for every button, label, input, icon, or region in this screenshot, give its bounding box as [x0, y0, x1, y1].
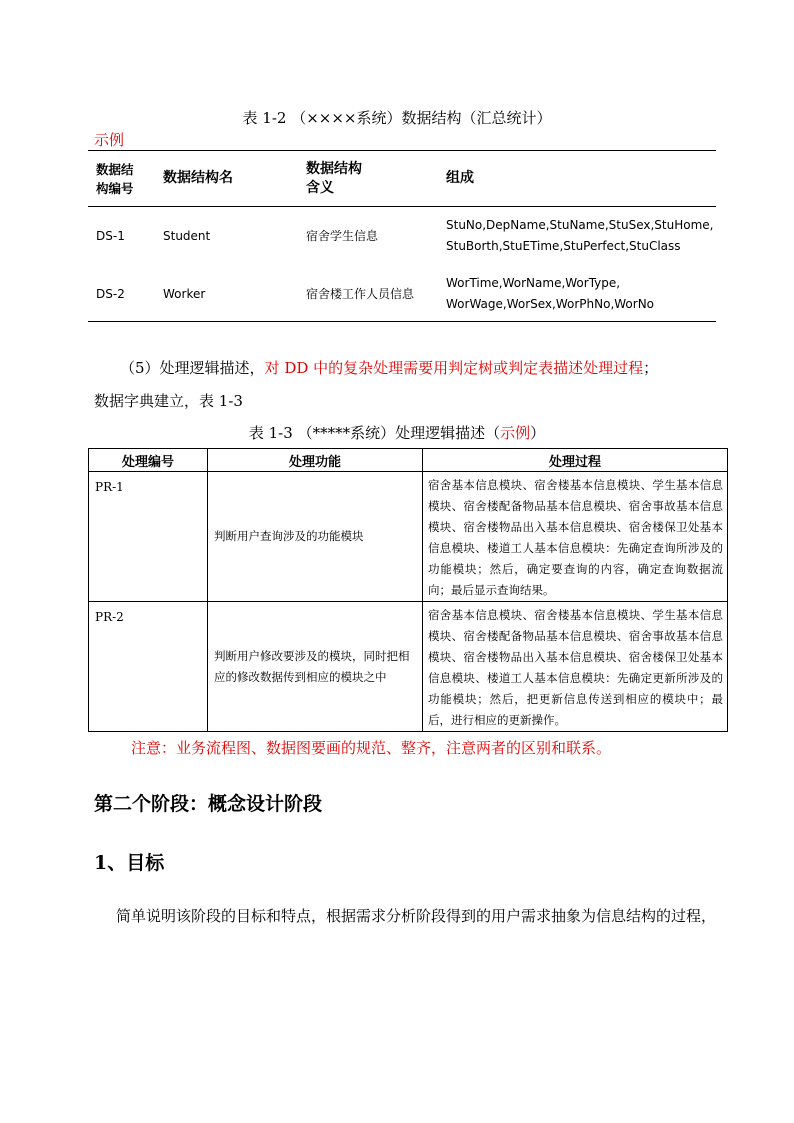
table-row-name: Student: [163, 229, 211, 243]
table-1-3-caption-suffix: ）: [530, 424, 546, 442]
table-1-2-header-rule: [88, 206, 716, 207]
paragraph-5-line2: 数据字典建立，表 1-3: [94, 392, 243, 410]
table-1-3-caption: [0, 422, 794, 443]
table-row-function: 判断用户修改要涉及的模块，同时把相应的修改数据传到相应的模块之中: [208, 602, 423, 732]
table-row-id: DS-2: [96, 287, 125, 301]
table-row: [89, 472, 728, 602]
table-row-composition: [446, 273, 654, 315]
paragraph-5-suffix: ；: [643, 359, 659, 377]
table-row-meaning: 宿舍楼工作人员信息: [306, 287, 415, 301]
composition-line1: StuNo,DepName,StuName,StuSex,StuHome,: [446, 218, 714, 232]
goal-heading: 1、目标: [94, 852, 165, 874]
table-1-3-header-process: 处理过程: [423, 449, 728, 472]
table-1-3-header-function: 处理功能: [208, 449, 423, 472]
paragraph-5: [120, 358, 658, 378]
table-row-id: PR-1: [89, 472, 208, 602]
table-1-2-caption: 表 1-2 （××××系统）数据结构（汇总统计）: [242, 109, 552, 127]
paragraph-5-prefix: （5）处理逻辑描述，: [120, 359, 265, 377]
table-row-id: PR-2: [89, 602, 208, 732]
composition-line1: WorTime,WorName,WorType,: [446, 276, 621, 290]
table-1-2-header-meaning: [306, 160, 362, 198]
stage-2-heading: 第二个阶段：概念设计阶段: [94, 793, 323, 815]
table-row-id: DS-1: [96, 229, 125, 243]
table-1-2-bottom-rule: [88, 321, 716, 322]
table-1-2-top-rule: [88, 150, 716, 151]
table-row-process: 宿舍基本信息模块、宿舍楼基本信息模块、学生基本信息模块、宿舍楼配备物品基本信息模块、宿舍事故基本信息模块、宿舍楼物品出入基本信息模块、宿舍楼保卫处基本信息模块、楼道工人基本信息模块：先确定更新所涉及的功能模块；然后，把更新信息传送到相应的模块中；最后，进行相应的更新操作。: [423, 602, 728, 732]
example-label: 示例: [94, 131, 125, 149]
paragraph-5-highlight: 对 DD 中的复杂处理需要用判定树或判定表描述处理过程: [264, 359, 644, 377]
table-1-2-header-name: 数据结构名: [163, 170, 233, 186]
header-id-line2: 构编号: [96, 181, 134, 196]
table-1-3: [88, 448, 728, 732]
header-meaning-line1: 数据结构: [306, 161, 362, 177]
table-row-name: Worker: [163, 287, 206, 301]
table-1-3-caption-example: 示例: [500, 424, 531, 442]
note-text: 注意：业务流程图、数据图要画的规范、整齐，注意两者的区别和联系。: [131, 739, 612, 757]
composition-line2: StuBorth,StuETime,StuPerfect,StuClass: [446, 239, 681, 253]
header-meaning-line2: 含义: [306, 180, 334, 196]
table-row: [89, 602, 728, 732]
table-1-3-caption-prefix: 表 1-3 （*****系统）处理逻辑描述（: [248, 424, 501, 442]
description-paragraph: 简单说明该阶段的目标和特点，根据需求分析阶段得到的用户需求抽象为信息结构的过程，: [116, 907, 717, 925]
table-row-meaning: 宿舍学生信息: [306, 229, 379, 243]
table-row-process: 宿舍基本信息模块、宿舍楼基本信息模块、学生基本信息模块、宿舍楼配备物品基本信息模块、宿舍事故基本信息模块、宿舍楼物品出入基本信息模块、宿舍楼保卫处基本信息模块、楼道工人基本信息模块：先确定查询所涉及的功能模块；然后，确定要查询的内容，确定查询数据流向；最后显示查询结果。: [423, 472, 728, 602]
header-id-line1: 数据结: [96, 162, 134, 177]
table-row-composition: [446, 215, 713, 257]
table-1-2-header-id: [96, 160, 134, 198]
composition-line2: WorWage,WorSex,WorPhNo,WorNo: [446, 297, 655, 311]
table-row-function: 判断用户查询涉及的功能模块: [208, 472, 423, 602]
table-1-3-header-id: 处理编号: [89, 449, 208, 472]
table-1-2-header-composition: 组成: [446, 170, 474, 186]
